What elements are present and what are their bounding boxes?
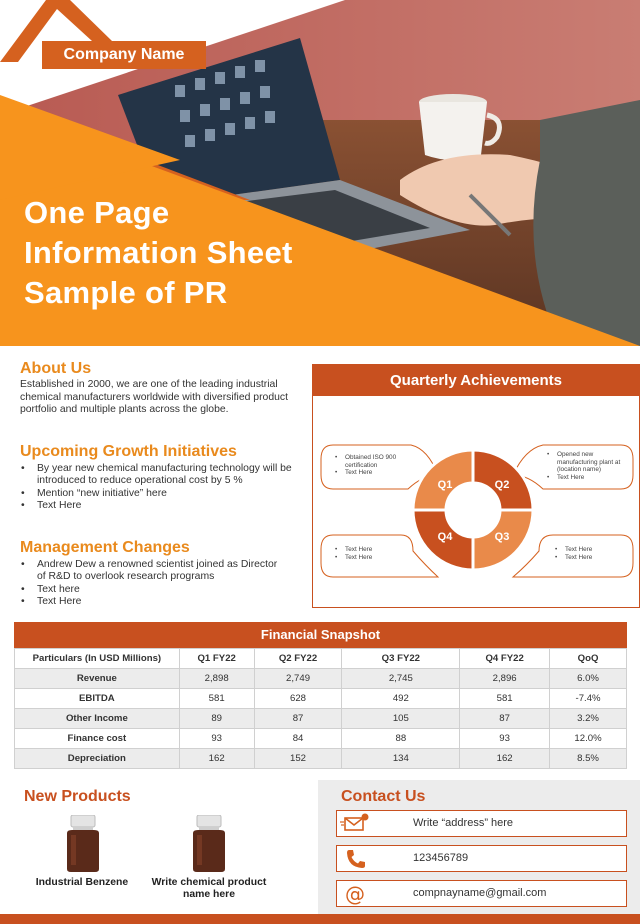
- quarterly-achievements-title: Quarterly Achievements: [313, 365, 639, 396]
- row-label: EBITDA: [15, 689, 180, 709]
- table-cell: 162: [460, 749, 550, 769]
- product-jar-icon: [62, 815, 104, 873]
- list-item: • Text here: [20, 584, 280, 596]
- list-item: • Mention “new initiative” here: [20, 488, 300, 500]
- contact-address: Write “address” here: [413, 817, 514, 829]
- list-item: • Text Here: [20, 596, 280, 608]
- contact-phone: 123456789: [413, 852, 469, 864]
- table-cell: 105: [342, 709, 460, 729]
- column-header: Q3 FY22: [342, 649, 460, 669]
- contact-email-row: [336, 880, 627, 907]
- quarterly-achievements-panel: [312, 364, 640, 608]
- row-label: Depreciation: [15, 749, 180, 769]
- about-title: About Us: [20, 360, 92, 377]
- callout-item: • Obtained ISO 900 certification: [333, 454, 423, 469]
- table-cell: 628: [254, 689, 342, 709]
- list-item: • Text Here: [20, 500, 300, 512]
- bottom-bar: [0, 914, 640, 924]
- svg-text:@: @: [345, 882, 365, 906]
- column-header: Particulars (In USD Millions): [15, 649, 180, 669]
- product-name: Write chemical product name here: [151, 877, 267, 900]
- callout-item: • Text Here: [545, 474, 633, 482]
- contact-phone-row: [336, 845, 627, 872]
- table-cell: 93: [460, 729, 550, 749]
- table-cell: 581: [460, 689, 550, 709]
- table-cell: 84: [254, 729, 342, 749]
- table-cell: 6.0%: [550, 669, 627, 689]
- row-label: Other Income: [15, 709, 180, 729]
- product-jar-icon: [188, 815, 230, 873]
- table-cell: 87: [254, 709, 342, 729]
- page-title: [24, 193, 354, 313]
- product-name: Industrial Benzene: [35, 877, 129, 888]
- growth-list: [20, 463, 300, 513]
- hero-banner: [0, 0, 640, 346]
- table-cell: 8.5%: [550, 749, 627, 769]
- table-row: [15, 689, 627, 709]
- list-item: • Andrew Dew a renowned scientist joined as Director of R&D to overlook research programs: [20, 559, 280, 584]
- table-cell: 12.0%: [550, 729, 627, 749]
- new-products-title: New Products: [24, 788, 131, 805]
- contact-address-row: [336, 810, 627, 837]
- row-label: Finance cost: [15, 729, 180, 749]
- financial-snapshot-title: Financial Snapshot: [14, 622, 627, 648]
- table-row: [15, 709, 627, 729]
- callout-q3: [553, 546, 633, 561]
- callout-item: • Text Here: [333, 554, 413, 562]
- table-cell: 152: [254, 749, 342, 769]
- quarter-label-q3: Q3: [494, 531, 510, 543]
- growth-title: Upcoming Growth Initiatives: [20, 443, 237, 460]
- table-row: [15, 729, 627, 749]
- table-cell: -7.4%: [550, 689, 627, 709]
- callout-item: • Text Here: [333, 546, 413, 554]
- table-cell: 2,896: [460, 669, 550, 689]
- column-header: Q2 FY22: [254, 649, 342, 669]
- financial-table: [14, 648, 627, 769]
- table-row: [15, 669, 627, 689]
- table-cell: 93: [179, 729, 254, 749]
- contact-title: Contact Us: [341, 788, 426, 805]
- callout-item: • Text Here: [333, 469, 423, 477]
- about-text: Established in 2000, we are one of the leading industrial chemical manufacturers worldwide with diversified product portfolio and multiple plants across the globe.: [20, 379, 288, 416]
- table-cell: 88: [342, 729, 460, 749]
- table-cell: 3.2%: [550, 709, 627, 729]
- phone-icon: [339, 846, 371, 871]
- mail-icon: [339, 811, 371, 836]
- table-cell: 162: [179, 749, 254, 769]
- management-list: [20, 559, 280, 609]
- callout-item: • Text Here: [553, 554, 633, 562]
- table-row: [15, 749, 627, 769]
- column-header: Q1 FY22: [179, 649, 254, 669]
- table-header-row: [15, 649, 627, 669]
- callout-item: • Opened new manufacturing plant at (location name): [545, 451, 633, 474]
- page-title-line-1: One Page: [24, 195, 170, 230]
- at-icon: [339, 881, 371, 906]
- quarter-label-q2: Q2: [494, 479, 510, 491]
- quarter-label-q1: Q1: [437, 479, 453, 491]
- table-cell: 89: [179, 709, 254, 729]
- quarterly-diagram: [313, 365, 640, 609]
- page-title-line-3: Sample of PR: [24, 275, 228, 310]
- list-item: • By year new chemical manufacturing technology will be introduced to reduce operational cost by 5 %: [20, 463, 300, 488]
- quarter-label-q4: Q4: [437, 531, 453, 543]
- callout-q2: [545, 451, 633, 481]
- table-cell: 2,749: [254, 669, 342, 689]
- column-header: QoQ: [550, 649, 627, 669]
- contact-email: compnayname@gmail.com: [413, 887, 547, 899]
- column-header: Q4 FY22: [460, 649, 550, 669]
- table-cell: 134: [342, 749, 460, 769]
- company-name-logo: Company Name: [42, 41, 206, 69]
- page-title-line-2: Information Sheet: [24, 235, 293, 270]
- table-cell: 87: [460, 709, 550, 729]
- table-cell: 2,745: [342, 669, 460, 689]
- table-cell: 2,898: [179, 669, 254, 689]
- management-title: Management Changes: [20, 539, 190, 556]
- row-label: Revenue: [15, 669, 180, 689]
- callout-q1: [333, 454, 423, 477]
- table-cell: 581: [179, 689, 254, 709]
- callout-q4: [333, 546, 413, 561]
- callout-item: • Text Here: [553, 546, 633, 554]
- table-cell: 492: [342, 689, 460, 709]
